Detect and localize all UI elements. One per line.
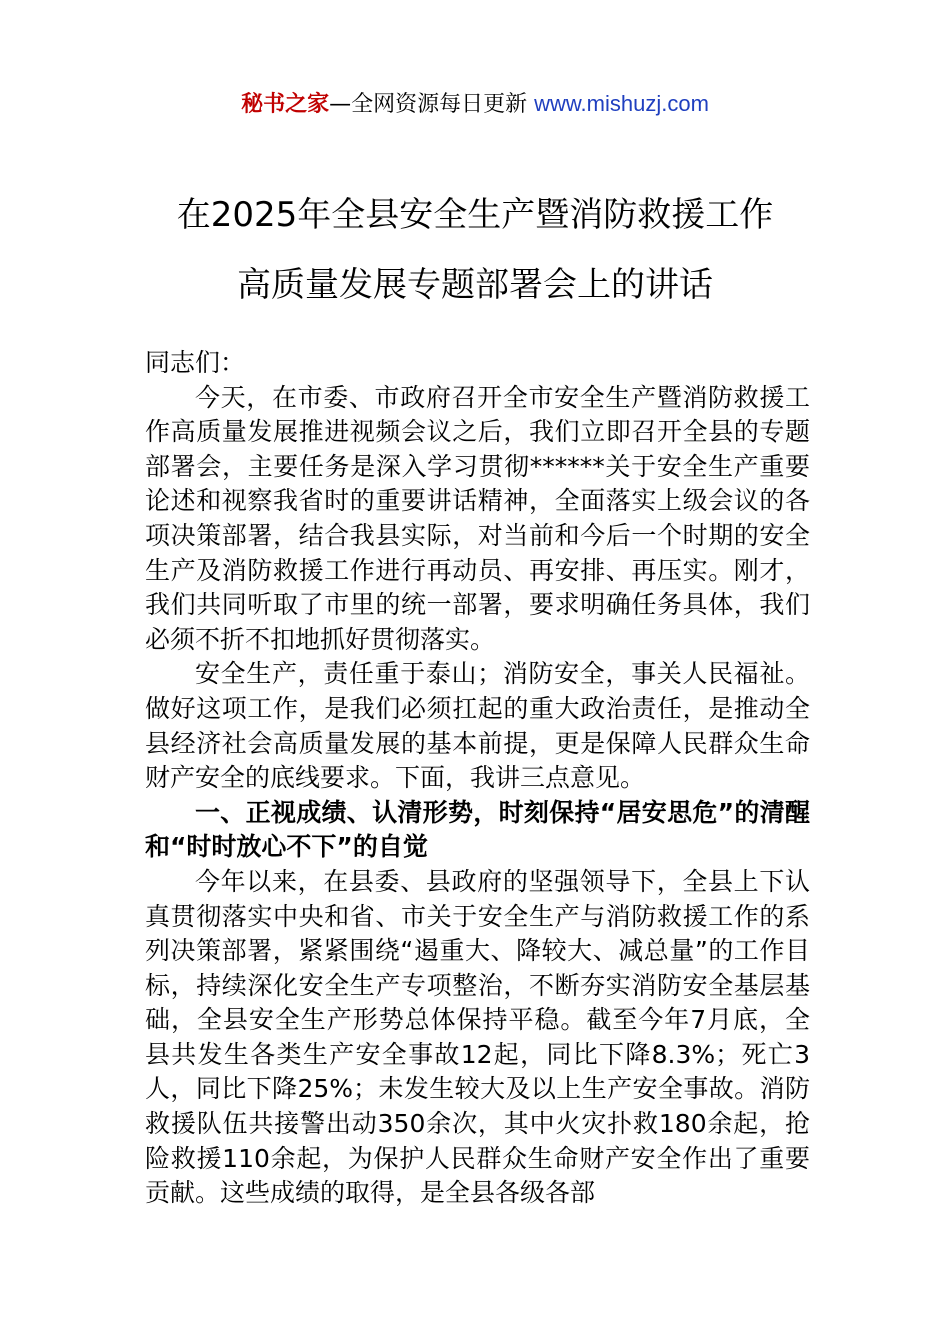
- document-title: [0, 180, 950, 320]
- site-tagline: —全网资源每日更新: [329, 92, 535, 117]
- paragraph-2: 安全生产，责任重于泰山；消防安全，事关人民福祉。做好这项工作，是我们必须扛起的重大政治责任，是推动全县经济社会高质量发展的基本前提，更是保障人民群众生命财产安全的底线要求。下面，我讲三点意见。: [145, 659, 810, 793]
- title-line-2: 高质量发展专题部署会上的讲话: [237, 265, 713, 305]
- salutation: 同志们：: [145, 348, 246, 377]
- section-heading-1: 一、正视成绩、认清形势，时刻保持“居安思危”的清醒和“时时放心不下”的自觉: [145, 797, 810, 862]
- paragraph-1: 今天，在市委、市政府召开全市安全生产暨消防救援工作高质量发展推进视频会议之后，我们立即召开全县的专题部署会，主要任务是深入学习贯彻******关于安全生产重要论述和视察我省时的重要讲话精神，全面落实上级会议的各项决策部署，结合我县实际，对当前和今后一个时期的安全生产及消防救援工作进行再动员、再安排、再压实。刚才，我们共同听取了市里的统一部署，要求明确任务具体，我们必须不折不扣地抓好贯彻落实。: [145, 382, 810, 654]
- title-line-1: 在2025年全县安全生产暨消防救援工作: [176, 195, 774, 235]
- site-name: 秘书之家: [241, 92, 330, 117]
- page-header: [0, 88, 950, 121]
- site-url-link[interactable]: www.mishuzj.com: [534, 91, 709, 116]
- paragraph-3: 今年以来，在县委、县政府的坚强领导下，全县上下认真贯彻落实中央和省、市关于安全生产与消防救援工作的系列决策部署，紧紧围绕“遏重大、降较大、减总量”的工作目标，持续深化安全生产专项整治，不断夯实消防安全基层基础，全县安全生产形势总体保持平稳。截至今年7月底，全县共发生各类生产安全事故12起，同比下降8.3%；死亡3人，同比下降25%；未发生较大及以上生产安全事故。消防救援队伍共接警出动350余次，其中火灾扑救180余起，抢险救援110余起，为保护人民群众生命财产安全作出了重要贡献。这些成绩的取得，是全县各级各部: [145, 866, 810, 1208]
- document-body: [145, 346, 810, 1211]
